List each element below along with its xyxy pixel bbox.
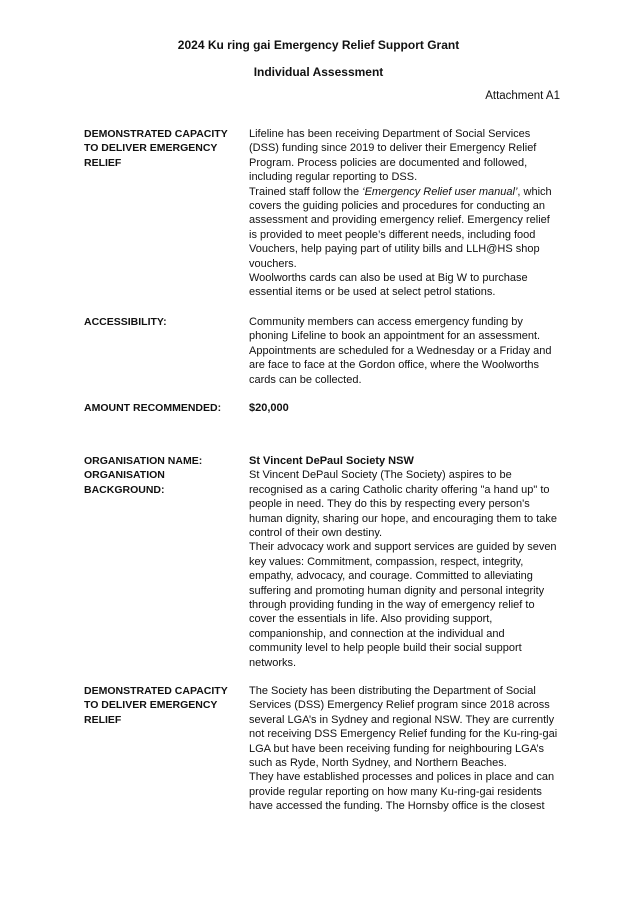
accessibility-text: Community members can access emergency funding by phoning Lifeline to book an appointment for an assessment. Appointments are scheduled for a Wednesday or a Friday and are face to face at the Gordon office, where the Woolworths cards can be collected. [249,316,552,386]
organisation-labels [84,454,244,497]
capacity-paragraph-1: Lifeline has been receiving Department of Social Services (DSS) funding since 2019 to deliver their Emergency Relief Program. Process policies are documented and followed, including regular reporting to DSS. [249,128,537,184]
capacity-paragraph-2 [249,185,559,271]
capacity2-paragraph-2: They have established processes and polices in place and can provide regular reporting on how many Ku-ring-gai residents have accessed the funding. The Hornsby office is the closest [249,771,555,813]
org-background-label: ORGANISATION BACKGROUND: [84,469,165,496]
background-paragraph-1: St Vincent DePaul Society (The Society) aspires to be recognised as a caring Catholic charity offering "a hand up" to people in need. They do this by respecting every person's human dignity, sharing our hope, and encouraging them to take control of their own destiny. [249,469,557,540]
capacity-p2-post: , which covers the guiding policies and procedures for conducting an assessment and providing emergency relief. Emergency relief is provided to meet people’s different needs, including food Vouchers, help paying part of utility bills and LLH@HS shop vouchers. [249,185,552,270]
background-paragraph-2: Their advocacy work and support services are guided by seven key values: Commitment, compassion, respect, integrity, empathy, advocacy, and courage. Committed to alleviating suffering and promoting human dignity and personal integrity through providing funding in the way of emergency relief to cover the essentials in life. Also providing support, companionship, and connection at the individual and community level to help people build their social support networks. [249,541,557,669]
document-subtitle: Individual Assessment [253,65,384,79]
capacity-label-2: DEMONSTRATED CAPACITY TO DELIVER EMERGENCY RELIEF [84,685,228,726]
capacity-p2-pre: Trained staff follow the [249,185,363,198]
capacity-text-1 [249,127,559,300]
capacity-paragraph-3: Woolworths cards can also be used at Big W to purchase essential items or be used at select petrol stations. [249,272,528,299]
amount-value: $20,000 [249,402,289,414]
capacity2-paragraph-1: The Society has been distributing the Department of Social Services (DSS) Emergency Relief program since 2018 across several LGA’s in Sydney and regional NSW. They are currently not receiving DSS Emergency Relief funding for the Ku-ring-gai LGA but have been receiving funding for neighbouring LGA’s such as Ryde, North Sydney, and Northern Beaches. [249,685,558,770]
capacity-label-1: DEMONSTRATED CAPACITY TO DELIVER EMERGENCY RELIEF [84,128,228,169]
accessibility-label: ACCESSIBILITY: [84,316,167,328]
capacity-p2-emphasis: ‘Emergency Relief user manual’ [362,185,518,198]
amount-label: AMOUNT RECOMMENDED: [84,402,222,414]
org-name-label: ORGANISATION NAME: [84,455,203,467]
document-title: 2024 Ku ring gai Emergency Relief Support Grant [177,38,460,52]
org-name: St Vincent DePaul Society NSW [249,455,414,467]
organisation-text [249,454,559,670]
capacity-text-2 [249,684,559,814]
attachment-label: Attachment A1 [485,90,560,102]
